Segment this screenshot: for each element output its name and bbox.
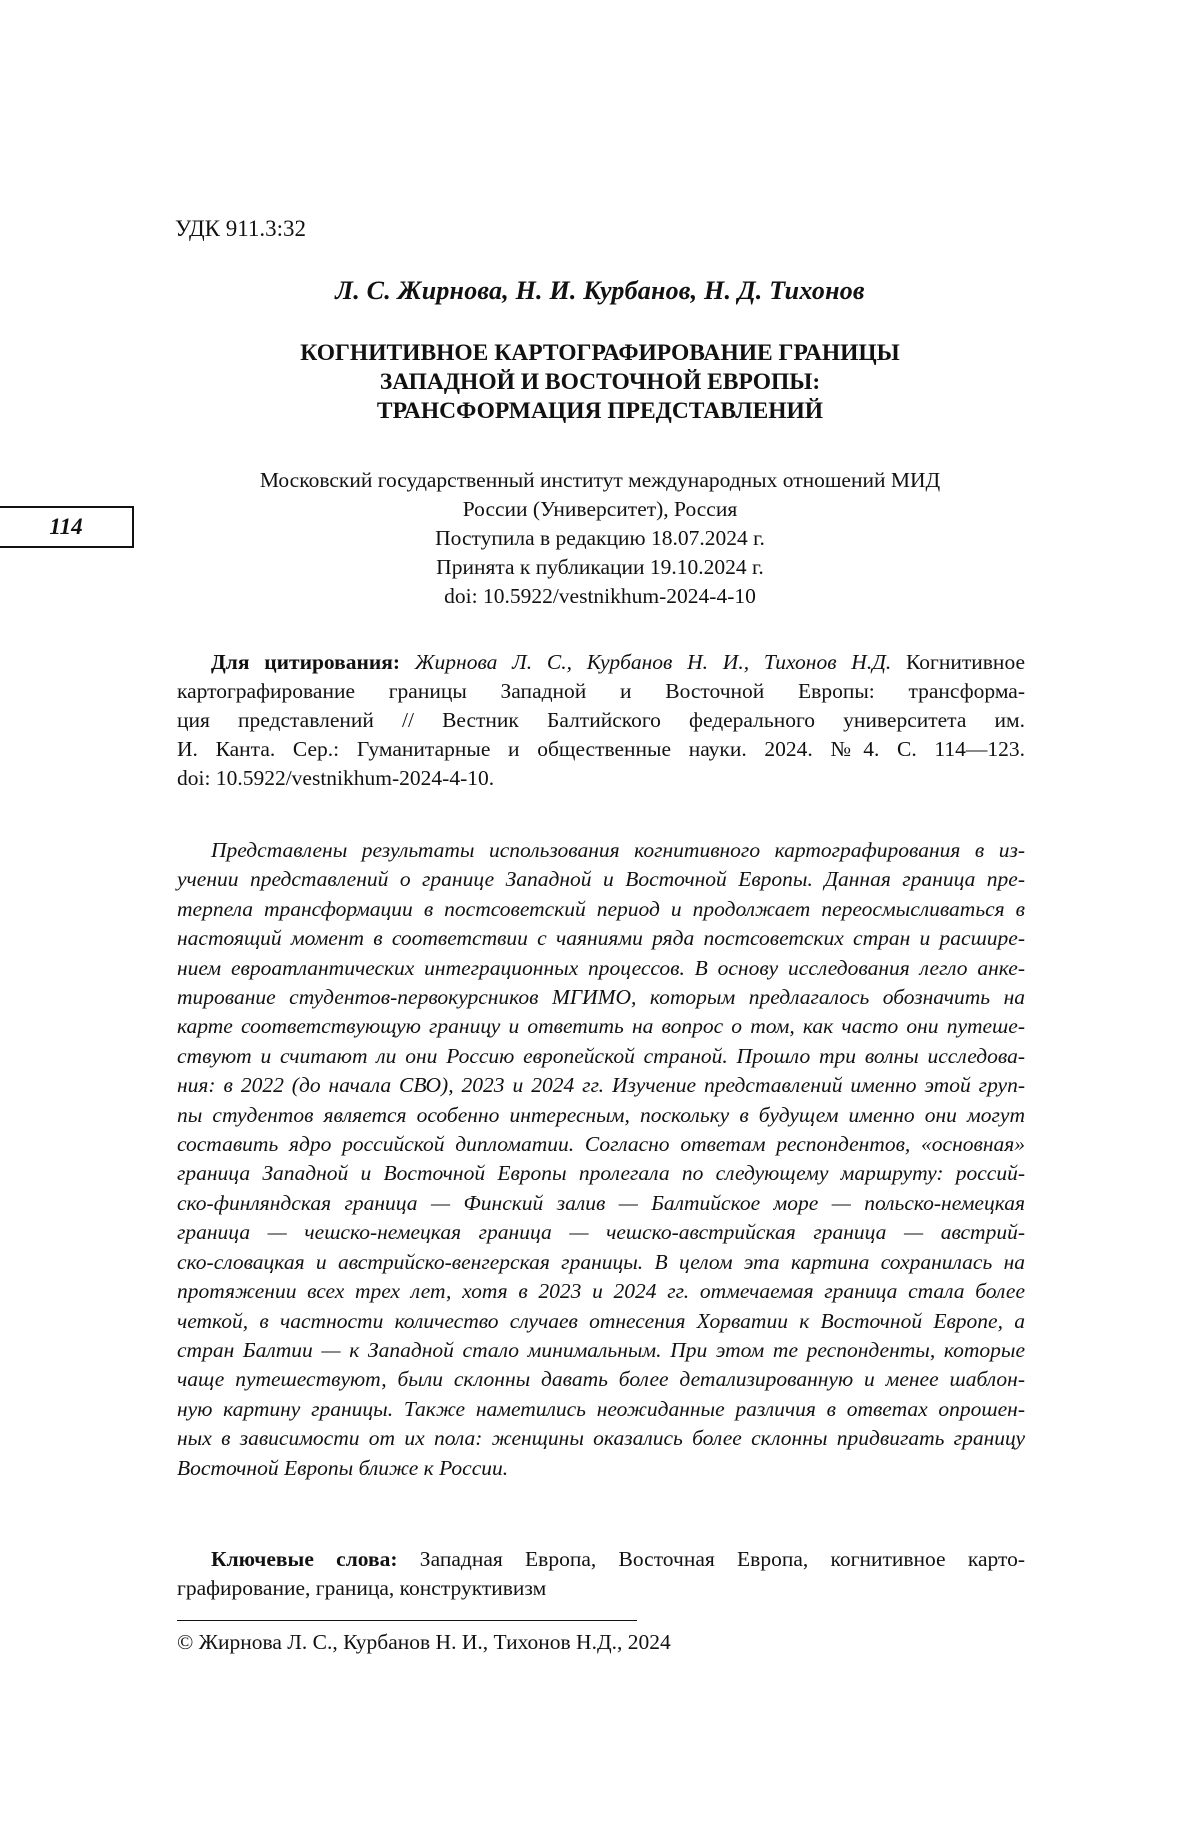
abstract-line: Восточной Европы ближе к России.	[177, 1455, 509, 1480]
abstract-line: Представлены результаты использования когнитивного картографирования в из-	[211, 838, 1025, 862]
abstract-line: протяжении всех трех лет, хотя в 2023 и 2024 гг. отмечаемая граница стала более	[177, 1279, 1025, 1304]
abstract-line: ния: в 2022 (до начала СВО), 2023 и 2024 гг. Изучение представлений именно этой груп-	[177, 1073, 1025, 1098]
citation-authors: Жирнова Л. С., Курбанов Н. И., Тихонов Н.Д.	[414, 650, 892, 674]
abstract-line: ско-словацкая и австрийско-венгерская границы. В целом эта картина сохранилась на	[177, 1249, 1025, 1274]
citation-block	[177, 648, 1025, 793]
abstract-line: ных в зависимости от их пола: женщины оказались более склонны придвигать границу	[177, 1426, 1025, 1451]
abstract-line: ную картину границы. Также наметились неожиданные различия в ответах опрошен-	[177, 1396, 1025, 1421]
abstract-line: учении представлений о границе Западной и Восточной Европы. Данная граница пре-	[177, 867, 1025, 892]
doi: doi: 10.5922/vestnikhum-2024-4-10	[444, 584, 756, 608]
article-title	[175, 339, 1025, 426]
abstract-line: ско-финляндская граница — Финский залив — Балтийское море — польско-немецкая	[177, 1190, 1025, 1215]
received-date: Поступила в редакцию 18.07.2024 г.	[435, 526, 765, 550]
citation-text: Когнитивное	[906, 650, 1025, 674]
abstract-line: тирование студентов-первокурсников МГИМО, которым предлагалось обозначить на	[177, 985, 1025, 1010]
title-line: ТРАНСФОРМАЦИЯ ПРЕДСТАВЛЕНИЙ	[376, 398, 824, 424]
abstract-line: карте соответствующую границу и ответить на вопрос о том, как часто они путеше-	[177, 1014, 1025, 1039]
citation-line: doi: 10.5922/vestnikhum-2024-4-10.	[177, 766, 495, 790]
abstract-line: чаще путешествуют, были склонны давать более детализированную и менее шаблон-	[177, 1367, 1025, 1392]
page-number: 114	[49, 514, 83, 539]
citation-line: картографирование границы Западной и Восточной Европы: трансформа-	[177, 679, 1025, 703]
article-authors: Л. С. Жирнова, Н. И. Курбанов, Н. Д. Тихонов	[335, 276, 865, 305]
abstract-line: составить ядро российской дипломатии. Согласно ответам респондентов, «основная»	[177, 1132, 1025, 1157]
citation-label: Для цитирования:	[211, 650, 401, 674]
affiliation-line: России (Университет), Россия	[462, 497, 738, 521]
keywords-line	[177, 1545, 1025, 1574]
abstract-line: ствуют и считают ли они Россию европейской страной. Прошло три волны исследова-	[177, 1043, 1025, 1068]
keywords-label: Ключевые слова:	[211, 1547, 398, 1571]
citation-line: ция представлений // Вестник Балтийского федерального университета им.	[177, 708, 1025, 732]
accepted-date: Принята к публикации 19.10.2024 г.	[436, 555, 764, 579]
citation-line: И. Канта. Сер.: Гуманитарные и общественные науки. 2024. №4. С. 114—123.	[177, 737, 1025, 761]
keywords-block	[177, 1545, 1025, 1603]
udc-code: УДК 911.3:32	[175, 216, 307, 241]
abstract-line: терпела трансформации в постсоветский период и продолжает переосмысливаться в	[177, 896, 1025, 921]
title-line: ЗАПАДНОЙ И ВОСТОЧНОЙ ЕВРОПЫ:	[379, 369, 821, 395]
abstract-line: стран Балтии — к Западной стало минимальным. При этом те респонденты, которые	[177, 1337, 1025, 1362]
abstract-line: нием евроатлантических интеграционных процессов. В основу исследования легло анке-	[177, 955, 1025, 980]
affiliation-line: Московский государственный институт международных отношений МИД	[259, 468, 941, 492]
abstract-line: граница Западной и Восточной Европы пролегала по следующему маршруту: россий-	[177, 1161, 1025, 1186]
copyright-notice: © Жирнова Л. С., Курбанов Н. И., Тихонов Н.Д., 2024	[177, 1630, 671, 1654]
title-line: КОГНИТИВНОЕ КАРТОГРАФИРОВАНИЕ ГРАНИЦЫ	[300, 340, 900, 366]
abstract-line: пы студентов является особенно интересным, поскольку в будущем именно они могут	[177, 1102, 1025, 1127]
keywords-text: Западная Европа, Восточная Европа, когнитивное карто-	[419, 1547, 1026, 1571]
abstract-line: четкой, в частности количество случаев отнесения Хорватии к Восточной Европе, а	[177, 1308, 1025, 1333]
abstract-line: настоящий момент в соответствии с чаяниями ряда постсоветских стран и расшире-	[177, 926, 1025, 951]
affiliation-block	[175, 466, 1025, 611]
abstract-line: граница — чешско-немецкая граница — чешско-австрийская граница — австрий-	[177, 1220, 1025, 1245]
citation-line	[177, 648, 1025, 677]
abstract	[177, 836, 1025, 1483]
footnote-divider	[177, 1620, 637, 1621]
keywords-line: графирование, граница, конструктивизм	[177, 1576, 547, 1600]
page-number-box	[0, 506, 134, 548]
